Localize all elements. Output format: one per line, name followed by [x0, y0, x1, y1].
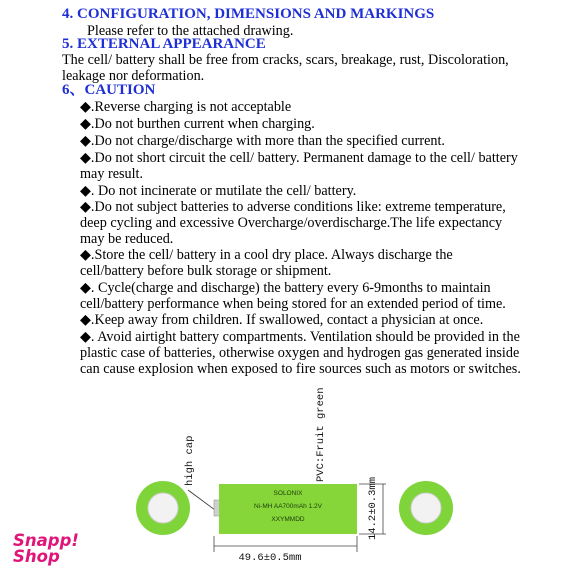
section-5-heading: 5. EXTERNAL APPEARANCE: [62, 36, 266, 52]
logo-line-1: Snapp!: [13, 531, 79, 550]
caution-line: may be reduced.: [80, 231, 174, 247]
cap-label: high cap: [184, 435, 196, 486]
caution-line: cell/battery performance when being stored for an extended period of time.: [80, 296, 506, 312]
caution-line: ◆.Do not charge/discharge with more than the specified current.: [80, 133, 445, 149]
caution-line: ◆.Do not burthen current when charging.: [80, 116, 315, 132]
caution-line: ◆.Reverse charging is not acceptable: [80, 99, 292, 115]
snappshop-logo: [13, 533, 79, 564]
battery-model: Ni-MH AA700mAh 1.2V: [254, 503, 322, 510]
section-6-heading: 6、CAUTION: [62, 82, 156, 98]
caution-line: ◆. Cycle(charge and discharge) the battery every 6-9months to maintain: [80, 280, 491, 296]
caution-line: ◆. Avoid airtight battery compartments. Ventilation should be provided in the: [80, 329, 520, 345]
end-pole: [148, 493, 178, 523]
battery-body: [214, 484, 357, 534]
caution-line: deep cycling and excessive Overcharge/overdischarge.The life expectancy: [80, 215, 503, 231]
caution-line: ◆.Do not subject batteries to adverse conditions like: extreme temperature,: [80, 199, 506, 215]
section-5-line-2: leakage nor deformation.: [62, 68, 205, 84]
section-4-heading: 4. CONFIGURATION, DIMENSIONS AND MARKINGS: [62, 6, 435, 22]
caution-line: ◆.Keep away from children. If swallowed, contact a physician at once.: [80, 312, 484, 328]
length-label: 49.6±0.5mm: [238, 552, 302, 564]
caution-line: ◆.Store the cell/ battery in a cool dry place. Always discharge the: [80, 247, 453, 263]
battery-end-view-left: [136, 481, 190, 535]
battery-brand: SOLONIX: [273, 490, 303, 497]
logo-line-2: Shop: [13, 546, 60, 566]
caution-line: may result.: [80, 166, 144, 182]
section-4-text: Please refer to the attached drawing.: [87, 23, 294, 39]
caution-line: plastic case of batteries, otherwise oxygen and hydrogen gas generated inside: [80, 345, 520, 361]
cap-leader-line: [188, 490, 215, 510]
pvc-label: PVC:Fruit green: [315, 387, 327, 482]
battery-date-code: XXYMMDD: [271, 516, 305, 523]
diameter-label: 14.2±0.3mm: [367, 476, 379, 540]
caution-line: ◆. Do not incinerate or mutilate the cell/ battery.: [80, 183, 357, 199]
caution-line: can cause explosion when exposed to fire sources such as motors or switches.: [80, 361, 521, 377]
end-pole: [411, 493, 441, 523]
battery-end-view-right: [399, 481, 453, 535]
diameter-dimension: [359, 477, 386, 540]
section-5-line-1: The cell/ battery shall be free from cracks, scars, breakage, rust, Discoloration,: [62, 52, 509, 68]
caution-line: cell/battery before bulk storage or shipment.: [80, 263, 332, 279]
caution-line: ◆.Do not short circuit the cell/ battery. Permanent damage to the cell/ battery: [80, 150, 518, 166]
length-dimension: [214, 536, 357, 564]
